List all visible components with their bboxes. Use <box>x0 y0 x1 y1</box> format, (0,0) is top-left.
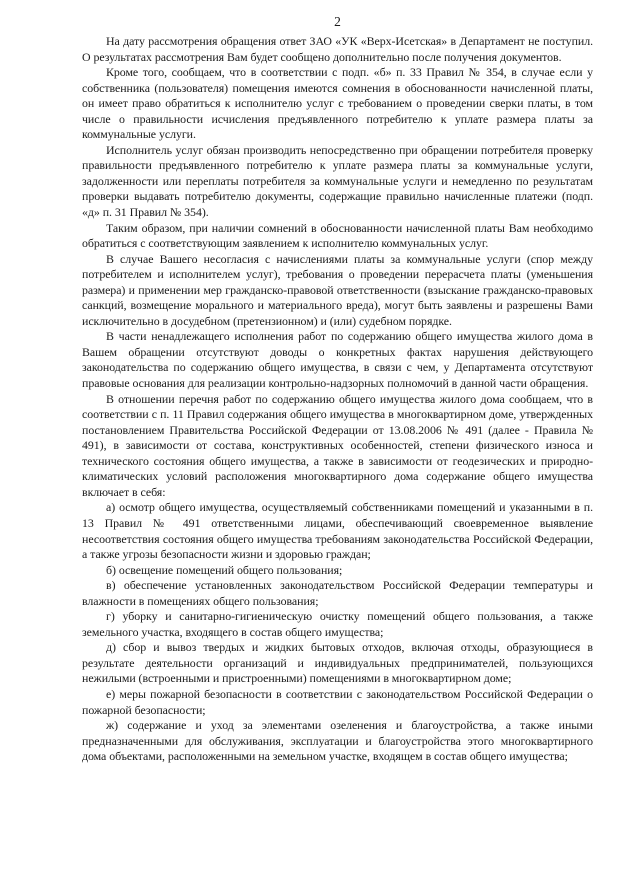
paragraph-response-status: На дату рассмотрения обращения ответ ЗАО «УК «Верх-Исетская» в Департамент не поступил. О результатах рассмотрения Вам будет сообщено дополнительно после получения документов. <box>82 34 593 64</box>
list-item-zh: ж) содержание и уход за элементами озеленения и благоустройства, а также иными предназначенными для обслуживания, эксплуатации и благоустройства этого многоквартирного дома объектами, расположенными на земельном участке, входящем в состав общего имущества; <box>82 718 593 764</box>
paragraph-maintenance-list-intro: В отношении перечня работ по содержанию общего имущества жилого дома сообщаем, что в соответствии с п. 11 Правил содержания общего имущества в многоквартирном доме, утвержденных постановлением Правительства Российской Федерации от 13.08.2006 № 491 (далее - Правила № 491), в зависимости от состава, конструктивных особенностей, степени физического износа и технического состояния общего имущества, а также в зависимости от геодезических и природно-климатических условий расположения многоквартирного дома содержание общего имущества включает в себя: <box>82 391 593 499</box>
list-item-b: б) освещение помещений общего пользования; <box>106 562 343 577</box>
list-item-a: а) осмотр общего имущества, осуществляемый собственниками помещений и указанными в п. 13 Правил № 491 ответственными лицами, обеспечивающий своевременное выявление несоответствия состояния общего имущества требованиям законодательства Российской Федерации, а также угрозы безопасности жизни и здоровью граждан; <box>82 500 593 562</box>
paragraph-disagreement: В случае Вашего несогласия с начислениями платы за коммунальные услуги (спор между потребителем и исполнителем услуг), требования о проведении перерасчета платы (уменьшения размера) и применении мер гражданско-правовой ответственности (взыскание гражданско-правовых санкций, возмещение морального и материального вреда), могут быть заявлены и разрешены Вами исключительно в досудебном (претензионном) и (или) судебном порядке. <box>82 251 593 328</box>
paragraph-improper-maintenance: В части ненадлежащего исполнения работ по содержанию общего имущества жилого дома в Вашем обращении отсутствуют доводы о конкретных фактах нарушения действующего законодательства по содержанию общего имущества, в связи с чем, у Департамента отсутствуют правовые основания для реализации контрольно-надзорных полномочий в данной части обращения. <box>82 329 593 391</box>
paragraph-right-to-reconcile: Кроме того, сообщаем, что в соответствии с подп. «б» п. 33 Правил № 354, в случае если у собственника (пользователя) помещения имеются сомнения в обоснованности начисленной платы, он имеет право обратиться к исполнителю услуг с требованием о проведении сверки платы, в том числе о правильности исчисления предъявленного потребителю к уплате размера платы за коммунальные услуги. <box>82 65 593 142</box>
paragraph-provider-obligation: Исполнитель услуг обязан производить непосредственно при обращении потребителя проверку правильности предъявленного потребителю к уплате размера платы за коммунальные услуги, задолженности или переплаты потребителя за коммунальные услуги и немедленно по результатам проверки выдавать потребителю документы, содержащие правильно начисленные платежи (подп. «д» п. 31 Правил № 354). <box>82 142 593 220</box>
list-item-e: е) меры пожарной безопасности в соответствии с законодательством Российской Федерации о пожарной безопасности; <box>82 686 593 717</box>
page-number: 2 <box>334 14 341 29</box>
list-item-d: д) сбор и вывоз твердых и жидких бытовых отходов, включая отходы, образующиеся в результате деятельности организаций и индивидуальных предпринимателей, пользующихся нежилыми (встроенными и пристроенными) помещениями в многоквартирном доме; <box>82 640 593 686</box>
paragraph-conclusion: Таким образом, при наличии сомнений в обоснованности начисленной платы Вам необходимо обратиться с соответствующим заявлением к исполнителю коммунальных услуг. <box>82 220 593 251</box>
list-item-v: в) обеспечение установленных законодательством Российской Федерации температуры и влажности в помещениях общего пользования; <box>82 578 593 608</box>
list-item-g: г) уборку и санитарно-гигиеническую очистку помещений общего пользования, а также земельного участка, входящего в состав общего имущества; <box>82 609 593 639</box>
